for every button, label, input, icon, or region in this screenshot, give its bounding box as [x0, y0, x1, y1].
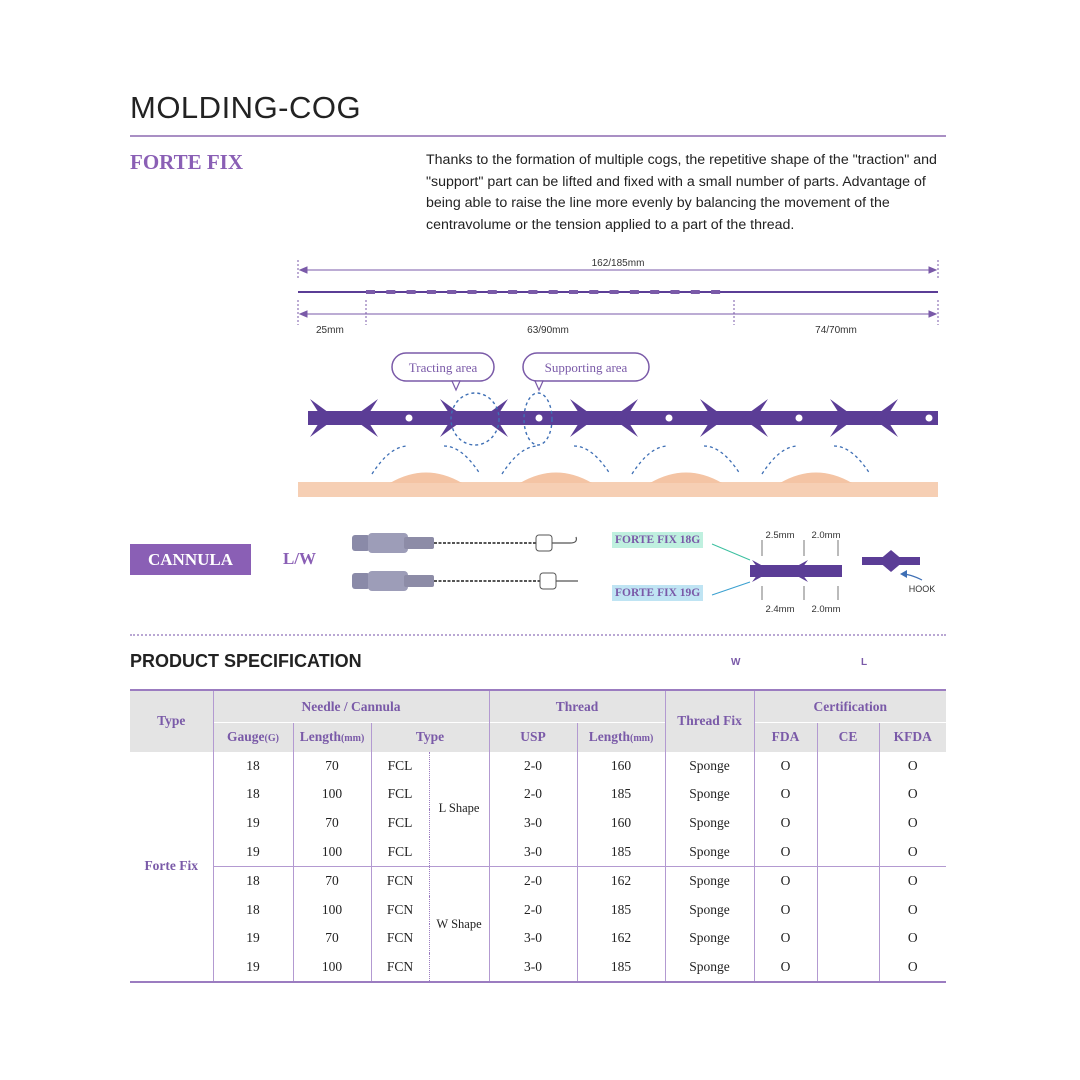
header-usp: USP: [489, 723, 577, 752]
total-length-label: 162/185mm: [591, 258, 645, 269]
cell-kfda: O: [879, 780, 946, 809]
cog-mark: [508, 290, 517, 294]
cell-gauge: 18: [213, 780, 293, 809]
segment-1-label: 25mm: [316, 325, 344, 336]
cog-mark: [468, 290, 477, 294]
lift-arrow: [502, 446, 538, 474]
header-needle-type: Type: [371, 723, 489, 752]
cell-length: 100: [293, 953, 371, 983]
cell-ce: [817, 896, 879, 925]
cell-tlength: 162: [577, 924, 665, 953]
cell-fix: Sponge: [665, 780, 754, 809]
cell-ce: [817, 809, 879, 838]
cog-mark: [630, 290, 639, 294]
header-kfda: KFDA: [879, 723, 946, 752]
segment-dimension: [298, 300, 938, 325]
cog-dot: [796, 415, 803, 422]
hook-label: HOOK: [908, 584, 936, 594]
header-fda: FDA: [754, 723, 817, 752]
segment-3-label: 74/70mm: [815, 325, 857, 336]
cell-gauge: 18: [213, 866, 293, 895]
cog-mark: [589, 290, 598, 294]
cell-gauge: 19: [213, 953, 293, 983]
intro-paragraph: Thanks to the formation of multiple cogs, the repetitive shape of the "traction" and "support" part can be lifted and fixed with a small number of parts. Advantage of being able to raise the line more evenly by balancing the movement of the centravolume or the tension applied to a part of the thread.: [426, 152, 937, 233]
cell-length: 70: [293, 924, 371, 953]
tracing-area-callout: [392, 353, 494, 390]
cell-code: FCL: [371, 780, 429, 809]
cell-ce: [817, 780, 879, 809]
skin-layer: [298, 482, 938, 497]
cell-ce: [817, 866, 879, 895]
cell-fix: Sponge: [665, 752, 754, 781]
header-length: Length(mm): [293, 723, 371, 752]
cannula-l-drawing: [352, 533, 576, 553]
cell-code: FCN: [371, 924, 429, 953]
cog-mark: [671, 290, 680, 294]
spec-divider: [130, 634, 946, 636]
skin-bump: [650, 473, 722, 484]
cell-gauge: 18: [213, 896, 293, 925]
table-row: [130, 866, 946, 895]
cell-code: FCL: [371, 809, 429, 838]
dim-top-1: 2.5mm: [765, 530, 795, 541]
cog-mark: [447, 290, 456, 294]
header-gauge: Gauge(G): [213, 723, 293, 752]
cell-fix: Sponge: [665, 896, 754, 925]
header-ce: CE: [817, 723, 879, 752]
skin-bumps: [390, 473, 852, 484]
cell-kfda: O: [879, 809, 946, 838]
cell-fix: Sponge: [665, 953, 754, 983]
cog-mark: [488, 290, 497, 294]
cannula-badge: CANNULA: [130, 544, 251, 575]
lift-arrow: [574, 446, 610, 474]
header-type: Type: [130, 690, 213, 752]
cog-mark: [650, 290, 659, 294]
cell-length: 100: [293, 896, 371, 925]
cell-usp: 2-0: [489, 752, 577, 781]
supporting-area-label: Supporting area: [544, 360, 628, 375]
spec-title: PRODUCT SPECIFICATION: [130, 651, 362, 671]
product-type-cell: Forte Fix: [144, 858, 199, 874]
cell-gauge: 19: [213, 809, 293, 838]
lift-arrow: [372, 446, 408, 474]
dim-top-2: 2.0mm: [811, 530, 841, 541]
cog-mark: [386, 290, 395, 294]
cog-mark: [711, 290, 720, 294]
cell-fix: Sponge: [665, 837, 754, 866]
forte-fix-19g-label: FORTE FIX 19G: [612, 585, 703, 601]
cog-mark: [691, 290, 700, 294]
cell-fix: Sponge: [665, 809, 754, 838]
cell-fda: O: [754, 809, 817, 838]
table-row: [130, 924, 946, 953]
cannula-w-drawing: [352, 571, 578, 591]
cell-length: 100: [293, 780, 371, 809]
spec-table: [130, 689, 946, 983]
cell-fda: O: [754, 780, 817, 809]
lift-arrow: [762, 446, 798, 474]
w-shape-letter: W: [731, 657, 741, 668]
cog-mark: [427, 290, 436, 294]
lift-arrow: [834, 446, 870, 474]
cell-usp: 2-0: [489, 780, 577, 809]
cell-gauge: 19: [213, 924, 293, 953]
cell-code: FCL: [371, 752, 429, 781]
table-row: [130, 837, 946, 866]
cell-fda: O: [754, 866, 817, 895]
product-title: FORTE FIX: [130, 150, 244, 174]
cell-ce: [817, 953, 879, 983]
header-thread-length: Length(mm): [577, 723, 665, 752]
forte-fix-18g-label: FORTE FIX 18G: [612, 532, 703, 548]
table-row: [130, 953, 946, 983]
cell-usp: 3-0: [489, 809, 577, 838]
page-title: MOLDING-COG: [130, 90, 362, 125]
cell-ce: [817, 752, 879, 781]
cell-code: FCN: [371, 866, 429, 895]
header-thread-fix: Thread Fix: [665, 690, 754, 752]
lift-arrow: [632, 446, 668, 474]
table-row: [130, 780, 946, 809]
skin-bump: [780, 473, 852, 484]
dim-bottom-2: 2.0mm: [811, 604, 841, 615]
cell-usp: 3-0: [489, 953, 577, 983]
cell-tlength: 160: [577, 809, 665, 838]
cell-usp: 2-0: [489, 866, 577, 895]
cell-usp: 3-0: [489, 924, 577, 953]
skin-bump: [520, 473, 592, 484]
header-thread: Thread: [489, 690, 665, 723]
cog-dot: [926, 415, 933, 422]
lift-arrow: [444, 446, 480, 474]
cell-tlength: 185: [577, 837, 665, 866]
cell-code: FCN: [371, 953, 429, 983]
lift-arrows: [372, 446, 870, 474]
l-shape-letter: L: [861, 657, 868, 668]
l-shape-cell: L Shape: [429, 752, 489, 867]
table-row: [130, 809, 946, 838]
cell-length: 70: [293, 809, 371, 838]
cog-mark: [610, 290, 619, 294]
cell-code: FCL: [371, 837, 429, 866]
cog-mark: [569, 290, 578, 294]
segment-2-label: 63/90mm: [527, 325, 569, 336]
cell-fda: O: [754, 896, 817, 925]
cell-kfda: O: [879, 837, 946, 866]
dim-bottom-1: 2.4mm: [765, 604, 795, 615]
tracing-area-label: Tracting area: [408, 360, 478, 375]
cell-tlength: 160: [577, 752, 665, 781]
cell-kfda: O: [879, 896, 946, 925]
cog-mark: [549, 290, 558, 294]
w-shape-cell: W Shape: [429, 866, 489, 982]
cell-ce: [817, 837, 879, 866]
supporting-area-callout: [523, 353, 649, 390]
cog-mark: [528, 290, 537, 294]
cell-tlength: 162: [577, 866, 665, 895]
cell-kfda: O: [879, 953, 946, 983]
cell-tlength: 185: [577, 780, 665, 809]
cell-usp: 3-0: [489, 837, 577, 866]
cell-fda: O: [754, 953, 817, 983]
cell-usp: 2-0: [489, 896, 577, 925]
table-row: [130, 896, 946, 925]
cell-kfda: O: [879, 752, 946, 781]
cell-gauge: 18: [213, 752, 293, 781]
cell-tlength: 185: [577, 953, 665, 983]
cell-fix: Sponge: [665, 924, 754, 953]
cog-dot: [666, 415, 673, 422]
cell-code: FCN: [371, 896, 429, 925]
cell-kfda: O: [879, 866, 946, 895]
cannula-lw-label: L/W: [283, 549, 317, 568]
cell-length: 70: [293, 866, 371, 895]
cog-dot: [536, 415, 543, 422]
header-certification: Certification: [754, 690, 946, 723]
cell-fix: Sponge: [665, 866, 754, 895]
skin-bump: [390, 473, 462, 484]
cell-fda: O: [754, 752, 817, 781]
lift-arrow: [704, 446, 740, 474]
cell-fda: O: [754, 837, 817, 866]
header-needle: Needle / Cannula: [213, 690, 489, 723]
cell-gauge: 19: [213, 837, 293, 866]
cog-dot: [406, 415, 413, 422]
cell-fda: O: [754, 924, 817, 953]
cell-length: 100: [293, 837, 371, 866]
cell-length: 70: [293, 752, 371, 781]
cell-tlength: 185: [577, 896, 665, 925]
cell-kfda: O: [879, 924, 946, 953]
cell-ce: [817, 924, 879, 953]
cog-mark: [407, 290, 416, 294]
cog-mark: [366, 290, 375, 294]
forte-fix-detail: [712, 540, 922, 600]
table-row: [130, 752, 946, 781]
